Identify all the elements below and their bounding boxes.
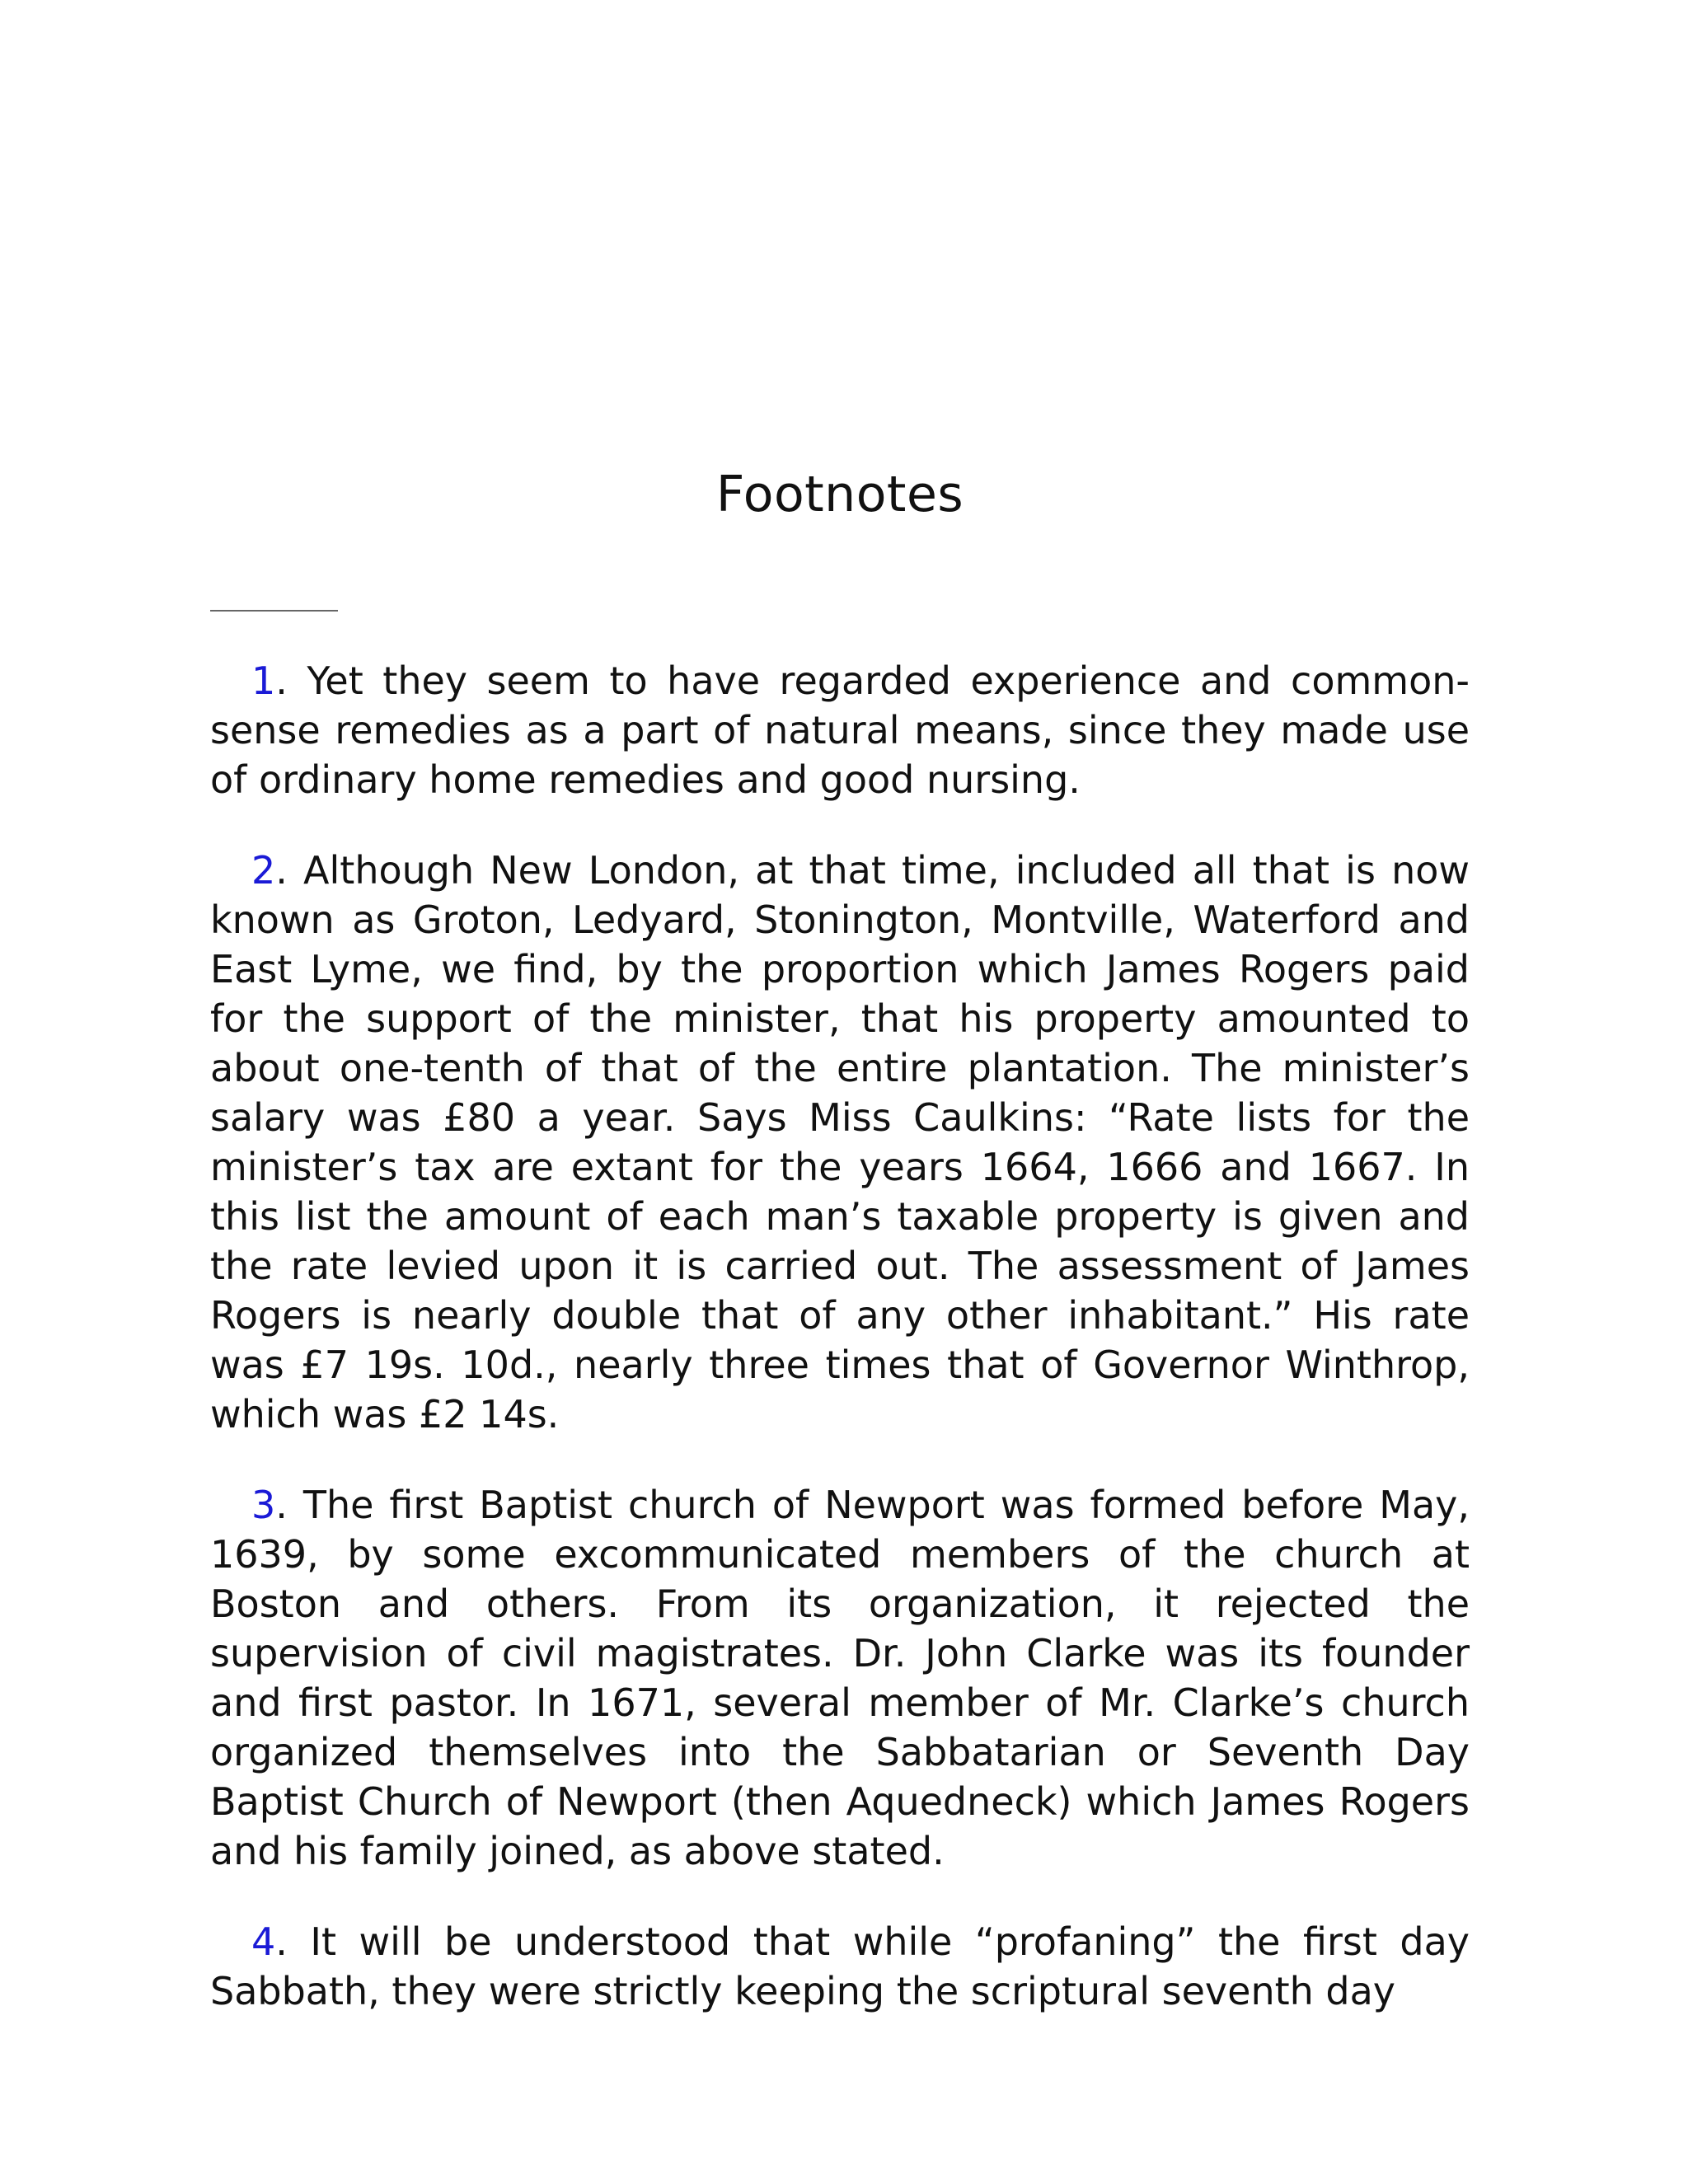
footnote-3-number-link[interactable]: 3 [251, 1483, 276, 1527]
footnote-4-text: . It will be understood that while “profaning” the first day Sabbath, they were strictly keeping the scriptural seventh day [210, 1919, 1470, 2013]
section-divider [210, 610, 338, 612]
footnote-1-text: . Yet they seem to have regarded experience and common-sense remedies as a part of natural means, since they made use of ordinary home remedies and good nursing. [210, 658, 1470, 802]
footnote-1 [210, 656, 1470, 804]
footnote-4 [210, 1917, 1470, 2016]
page-title: Footnotes [715, 466, 964, 523]
footnote-2-number-link[interactable]: 2 [251, 848, 276, 893]
footnotes-list [210, 656, 1470, 2057]
footnote-4-number-link[interactable]: 4 [251, 1919, 276, 1964]
footnote-3-text: . The first Baptist church of Newport was formed before May, 1639, by some excommunicated members of the church at Boston and others. From its organization, it rejected the supervision of civil magistrates. Dr. John Clarke was its founder and first pastor. In 1671, several member of Mr. Clarke’s church organized themselves into the Sabbatarian or Seventh Day Baptist Church of Newport (then Aquedneck) which James Rogers and his family joined, as above stated. [210, 1483, 1470, 1873]
footnote-2 [210, 846, 1470, 1439]
footnote-2-text: . Although New London, at that time, included all that is now known as Groton, Ledyard, Stonington, Montville, Waterford and East Lyme, we find, by the proportion which James Rogers paid for the support of the minister, that his property amounted to about one-tenth of that of the entire plantation. The minister’s salary was £80 a year. Says Miss Caulkins: “Rate lists for the minister’s tax are extant for the years 1664, 1666 and 1667. In this list the amount of each man’s taxable property is given and the rate levied upon it is carried out. The assessment of James Rogers is nearly double that of any other inhabitant.” His rate was £7 19s. 10d., nearly three times that of Governor Winthrop, which was £2 14s. [210, 848, 1470, 1436]
footnote-1-number-link[interactable]: 1 [251, 658, 276, 703]
footnote-3 [210, 1480, 1470, 1876]
